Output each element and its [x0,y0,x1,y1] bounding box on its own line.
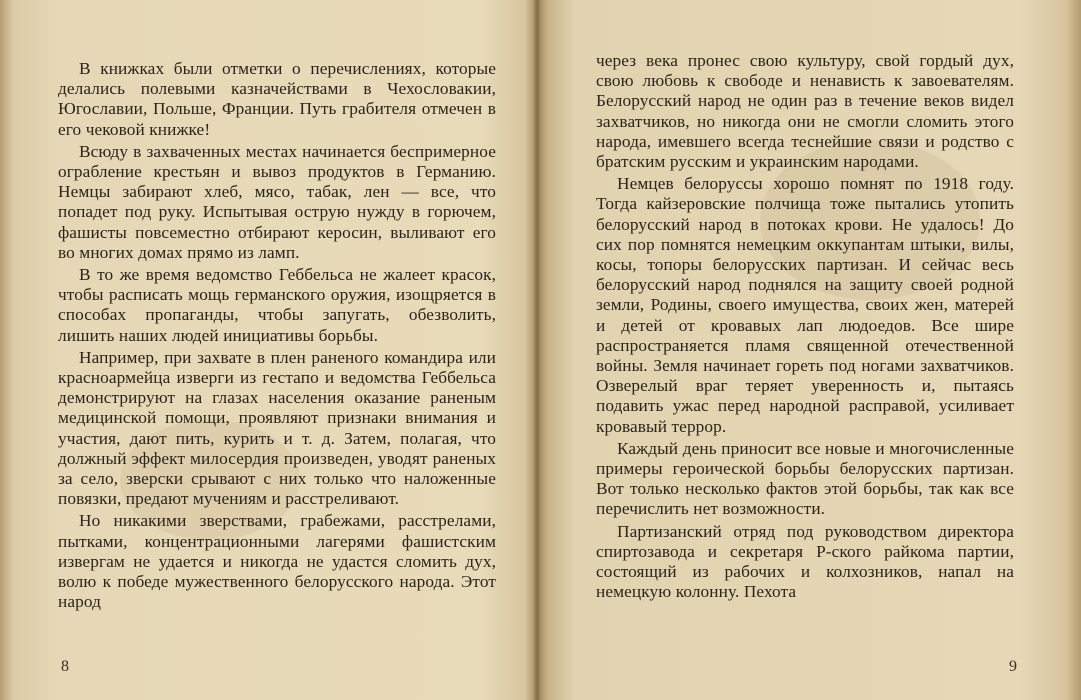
paragraph: Немцев белоруссы хорошо помнят по 1918 году. Тогда кайзеровские полчища тоже пытались утопить белорусский народ в потоках крови. Не удалось! До сих пор помнятся немецким оккупантам штыки, вилы, косы, топоры белорусских партизан. И сейчас весь белорусский народ поднялся на защиту своей родной земли, Родины, своего имущества, своих жен, матерей и детей от кровавых лап людоедов. Все шире распространяется пламя священной отечественной войны. Земля начинает гореть под ногами захватчиков. Озверелый враг теряет уверенность и, пытаясь подавить ужас перед народной расправой, усиливает кровавый террор. [596,174,1014,436]
right-page-text [596,51,1014,602]
paragraph: Но никакими зверствами, грабежами, расстрелами, пытками, концентрационными лагерями фашистским извергам не удается и никогда не удастся сломить дух, волю к победе мужественного белорусского народа. Этот народ [58,511,496,612]
left-page-text [58,59,496,612]
paragraph: Например, при захвате в плен раненого командира или красноармейца изверги из гестапо и ведомства Геббельса демонстрируют на глазах населения оказание раненым медицинской помощи, проявляют признаки внимания и участия, дают пить, курить и т. д. Затем, полагая, что должный эффект милосердия произведен, уводят раненых за село, зверски срывают с них только что наложенные повязки, предают мучениям и расстреливают. [58,347,496,509]
left-page [0,0,536,700]
paragraph: В то же время ведомство Геббельса не жалеет красок, чтобы расписать мощь германского оружия, изощряется в способах пропаганды, чтобы запугать, обезволить, лишить наших людей инициативы борьбы. [58,265,496,345]
right-page [540,0,1081,700]
paragraph: Каждый день приносит все новые и многочисленные примеры героической борьбы белорусских партизан. Вот только несколько фактов этой борьбы, так как все перечислить нет возможности. [596,438,1014,519]
page-number: 8 [61,658,69,675]
page-number: 9 [1009,658,1017,675]
paragraph: через века пронес свою культуру, свой гордый дух, свою любовь к свободе и ненависть к завоевателям. Белорусский народ не один раз в течение веков видел захватчиков, но никогда они не смогли сломить этого народа, имевшего всегда теснейшие связи и родство с братским русским и украинским народами. [596,51,1014,172]
paragraph: Всюду в захваченных местах начинается беспримерное ограбление крестьян и вывоз продуктов в Германию. Немцы забирают хлеб, мясо, табак, лен — все, что попадет под руку. Испытывая острую нужду в горючем, фашисты повсеместно отбирают керосин, выливают его во многих домах прямо из ламп. [58,141,496,262]
paragraph: Партизанский отряд под руководством директора спиртозавода и секретаря Р-ского райкома партии, состоящий из рабочих и колхозников, напал на немецкую колонну. Пехота [596,521,1014,602]
paragraph: В книжках были отметки о перечислениях, которые делались полевыми казначействами в Чехословакии, Югославии, Польше, Франции. Путь грабителя отмечен в его чековой книжке! [58,59,496,139]
